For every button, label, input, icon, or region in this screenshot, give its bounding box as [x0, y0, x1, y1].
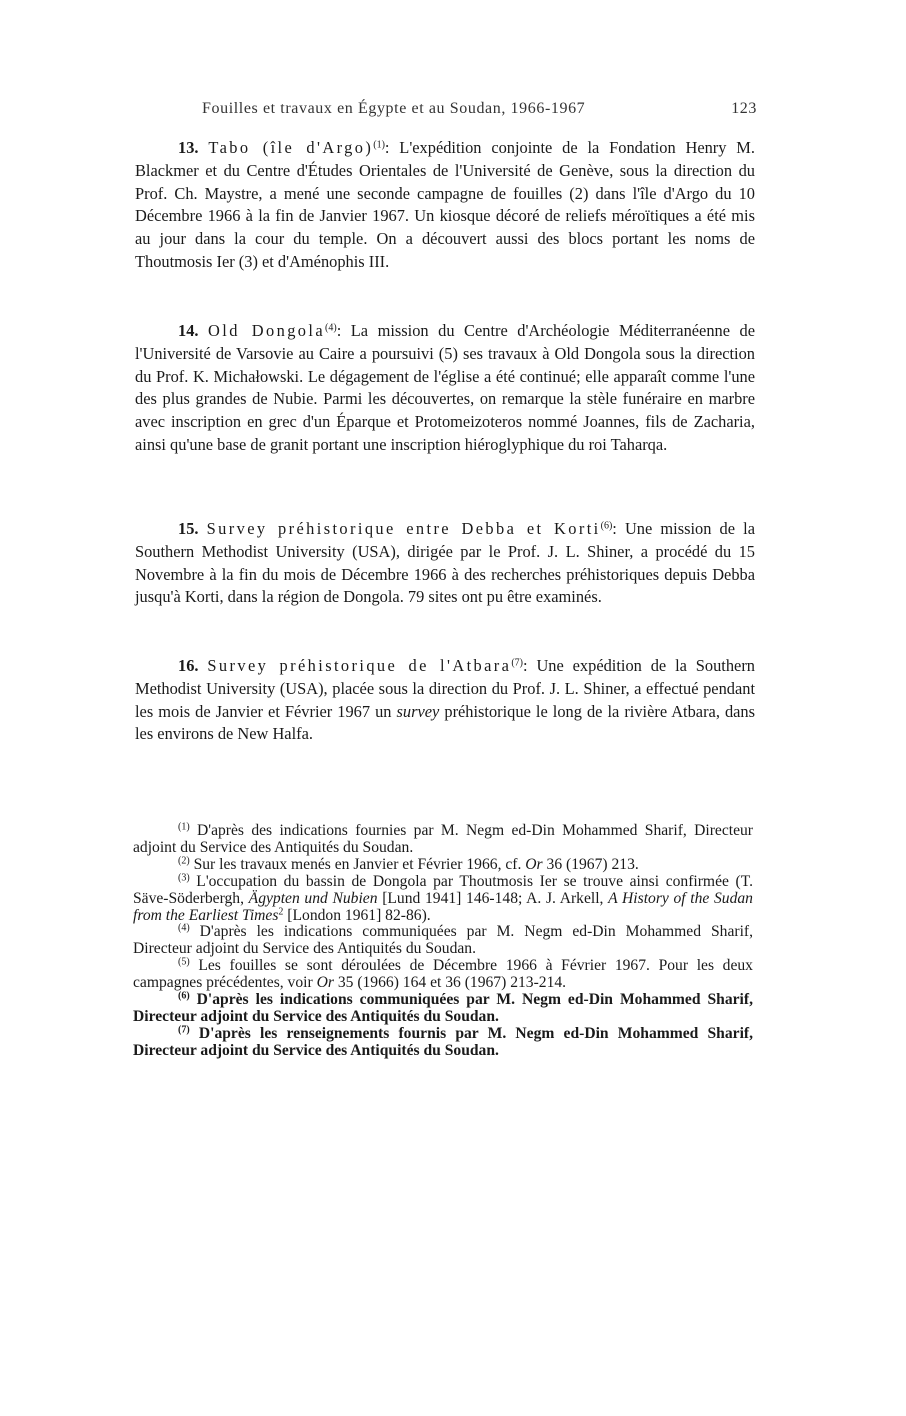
footnote-italic-title: A History of the Sudan from the Earliest Times	[133, 889, 753, 924]
section-14	[135, 320, 755, 457]
section-heading: Survey préhistorique entre Debba et Korti	[206, 519, 601, 538]
footnote-7	[133, 1026, 753, 1060]
footnote-text-end: 35 (1966) 164 et 36 (1967) 213-214.	[333, 974, 567, 992]
footnote-text: D'après des indications fournies par M. Negm ed-Din Mohammed Sharif, Directeur adjoint du Service des Antiquités du Soudan.	[133, 822, 753, 856]
section-text-italic: survey	[396, 701, 440, 721]
edition-superscript: 2	[278, 906, 284, 918]
note-ref: (1)	[373, 139, 385, 151]
running-head-title: Fouilles et travaux en Égypte et au Soudan, 1966-1967	[202, 100, 586, 117]
footnote-6	[133, 992, 753, 1026]
section-heading: Survey préhistorique de l'Atbara	[207, 656, 512, 675]
footnote-text: D'après les indications communiquées par M. Negm ed-Din Mohammed Sharif, Directeur adjoint du Service des Antiquités du Soudan.	[133, 991, 753, 1025]
section-number: 13.	[178, 138, 199, 157]
section-number: 14.	[178, 321, 199, 340]
footnote-text: D'après les renseignements fournis par M. Negm ed-Din Mohammed Sharif, Directeur adjoint du Service des Antiquités du Soudan.	[133, 1024, 753, 1059]
note-ref: (4)	[325, 322, 337, 334]
footnote-marker: (3)	[178, 872, 190, 884]
section-text: : Une mission de la Southern Methodist University (USA), dirigée par le Prof. J. L. Shiner, a procédé du 15 Novembre à la fin du mois de Décembre 1966 à des recherches préhistoriques depuis Debba jusqu'à Korti, dans la région de Dongola. 79 sites ont pu être examinés.	[135, 519, 755, 607]
section-heading: Old Dongola	[208, 321, 326, 340]
footnote-5	[133, 958, 753, 992]
section-number: 16.	[178, 656, 199, 675]
footnote-marker: (5)	[178, 956, 190, 968]
footnote-text: Sur les travaux menés en Janvier et Février 1966, cf.	[193, 855, 526, 873]
section-text: : L'expédition conjointe de la Fondation Henry M. Blackmer et du Centre d'Études Orientales de l'Université de Genève, sous la direction du Prof. Ch. Maystre, a mené une seconde campagne de fouilles (2) dans l'île d'Argo du 10 Décembre 1966 à la fin de Janvier 1967. Un kiosque décoré de reliefs méroïtiques a été mis au jour dans la cour du temple. On a découvert aussi des blocs portant les noms de Thoutmosis Ier (3) et d'Aménophis III.	[135, 138, 755, 271]
footnote-text-end: 36 (1967) 213.	[542, 855, 639, 873]
note-ref: (7)	[511, 657, 524, 669]
footnote-marker: (4)	[178, 922, 190, 934]
section-text: : Une expédition de la Southern Methodist University (USA), placée sous la direction du Prof. J. L. Shiner, a effectué pendant les mois de Janvier et Février 1967 un	[135, 656, 755, 721]
footnote-text: Les fouilles se sont déroulées de Décembre 1966 à Février 1967. Pour les deux campagnes précédentes, voir	[133, 957, 753, 992]
footnote-2	[133, 857, 753, 874]
footnote-marker: (2)	[178, 855, 190, 867]
section-15	[135, 518, 755, 609]
footnotes	[133, 823, 753, 1060]
footnote-text: L'occupation du bassin de Dongola par Thoutmosis Ier se trouve ainsi confirmée (T. Säve-Söderbergh,	[133, 872, 753, 907]
footnote-marker: (6)	[178, 990, 190, 1002]
footnote-1	[133, 823, 753, 857]
footnote-text-mid: [Lund 1941] 146-148; A. J. Arkell,	[377, 889, 609, 907]
section-text: : La mission du Centre d'Archéologie Méditerranéenne de l'Université de Varsovie au Caire a poursuivi (5) ses travaux à Old Dongola sous la direction du Prof. K. Michałowski. Le dégagement de l'église a été continué; elle apparaît comme l'une des plus grandes de Nubie. Parmi les découvertes, on remarque la stèle funéraire en marbre avec inscription en grec d'un Éparque et Protomeizoteros nommé Joannes, fils de Zacharia, ainsi qu'une base de granit portant une inscription hiéroglyphique du roi Taharqa.	[135, 321, 755, 454]
running-head	[202, 100, 757, 118]
section-number: 15.	[178, 519, 199, 538]
note-ref: (6)	[600, 520, 613, 532]
footnote-4	[133, 924, 753, 958]
footnote-marker: (1)	[178, 821, 190, 833]
footnote-text: D'après les indications communiquées par M. Negm ed-Din Mohammed Sharif, Directeur adjoint du Service des Antiquités du Soudan.	[133, 923, 753, 958]
section-16	[135, 655, 755, 746]
footnote-italic: Ägypten und Nubien	[248, 889, 378, 907]
section-heading: Tabo (île d'Argo)	[208, 138, 374, 157]
section-13	[135, 137, 755, 274]
section-text-end: préhistorique le long de la rivière Atbara, dans les environs de New Halfa.	[135, 701, 755, 744]
page-number: 123	[731, 100, 757, 117]
footnote-3	[133, 874, 753, 925]
footnote-marker: (7)	[178, 1024, 190, 1036]
footnote-italic: Or	[316, 974, 334, 992]
footnote-italic: Or	[525, 855, 543, 873]
footnote-text-end: [London 1961] 82-86).	[283, 906, 431, 924]
